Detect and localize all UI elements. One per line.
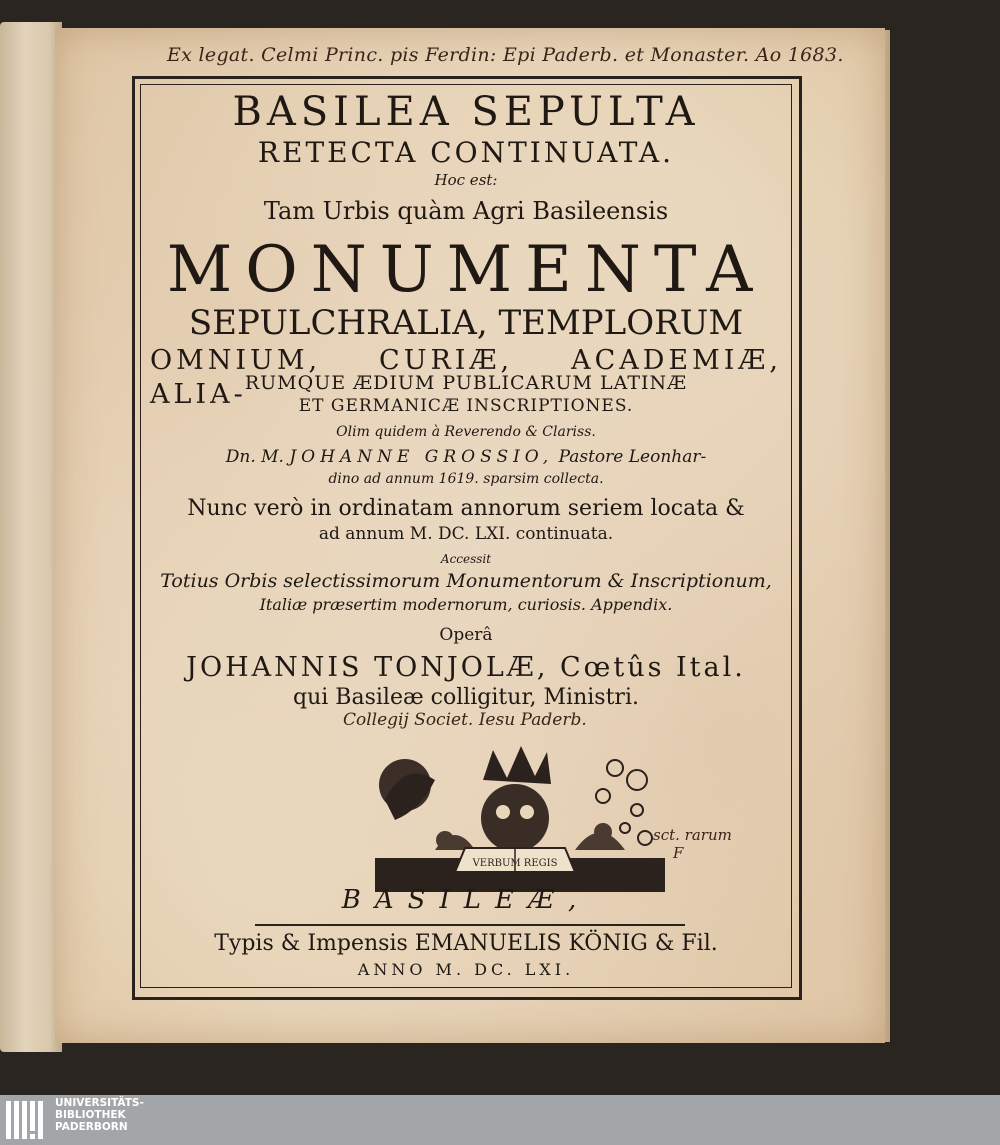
printers-vignette-woodcut <box>375 740 665 892</box>
margin-note-line2: F <box>673 844 684 862</box>
author-tonjola-line: JOHANNIS TONJOLÆ, Cœtûs Ital. <box>186 652 746 683</box>
library-name-line3: PADERBORN <box>55 1121 128 1133</box>
imprint-date: ANNO M. DC. LXI. <box>357 960 575 979</box>
imprint-printer: Typis & Impensis EMANUELIS KÖNIG & Fil. <box>214 931 718 956</box>
appendix-subtitle-line: Italiæ præsertim modernorum, curiosis. Appendix. <box>259 595 673 614</box>
imprint-rule <box>255 924 685 926</box>
margin-note-line1: sct. rarum <box>653 826 732 844</box>
title-rumque: RUMQUE ÆDIUM PUBLICARUM LATINÆ <box>244 372 688 394</box>
library-logo-text <box>55 1097 144 1133</box>
olim-line: Olim quidem à Reverendo & Clariss. <box>336 424 596 440</box>
vignette-motto: VERBUM REGIS <box>472 858 558 869</box>
handwritten-provenance-note: Ex legat. Celmi Princ. pis Ferdin: Epi Paderb. et Monaster. Ao 1683. <box>167 44 844 66</box>
author-prefix: Dn. M. <box>225 447 284 467</box>
author-grossius-line <box>140 446 792 468</box>
author-name-grossius: JOHANNE GROSSIO, <box>289 447 554 467</box>
library-name-line2: BIBLIOTHEK <box>55 1109 126 1121</box>
ministri-line: qui Basileæ colligitur, Ministri. <box>293 685 639 710</box>
continuata-line: ad annum M. DC. LXI. continuata. <box>318 524 614 544</box>
title-page <box>55 28 885 1043</box>
handwritten-ownership-mark: Collegij Societ. Iesu Paderb. <box>343 710 587 730</box>
appendix-title-line: Totius Orbis selectissimorum Monumentorum & Inscriptionum, <box>160 570 772 592</box>
author-suffix: Pastore Leonhar- <box>558 447 707 467</box>
title-monumenta: MONUMENTA <box>166 233 766 307</box>
hoc-est-line: Hoc est: <box>434 171 498 189</box>
opera-line: Operâ <box>439 625 493 645</box>
title-main: BASILEA SEPULTA <box>232 89 700 135</box>
library-logo-icon <box>6 1099 46 1141</box>
collecta-line: dino ad annum 1619. sparsim collecta. <box>328 471 604 487</box>
title-omnium: OMNIUM, CURIÆ, ACADEMIÆ, ALIA- <box>150 345 782 410</box>
title-sepulchralia: SEPULCHRALIA, TEMPLORUM <box>188 303 744 343</box>
nunc-vero-line: Nunc verò in ordinatam annorum seriem locata & <box>187 496 745 521</box>
library-footer-bar <box>0 1095 1000 1145</box>
title-line-urbis: Tam Urbis quàm Agri Basileensis <box>263 197 669 225</box>
title-sub: RETECTA CONTINUATA. <box>257 136 675 169</box>
library-name-line1: UNIVERSITÄTS- <box>55 1097 144 1109</box>
title-germanicae: ET GERMANICÆ INSCRIPTIONES. <box>298 396 634 416</box>
accessit-line: Accessit <box>440 552 492 566</box>
left-page-edge <box>0 22 62 1052</box>
imprint-place: BASILEÆ, <box>341 885 591 915</box>
